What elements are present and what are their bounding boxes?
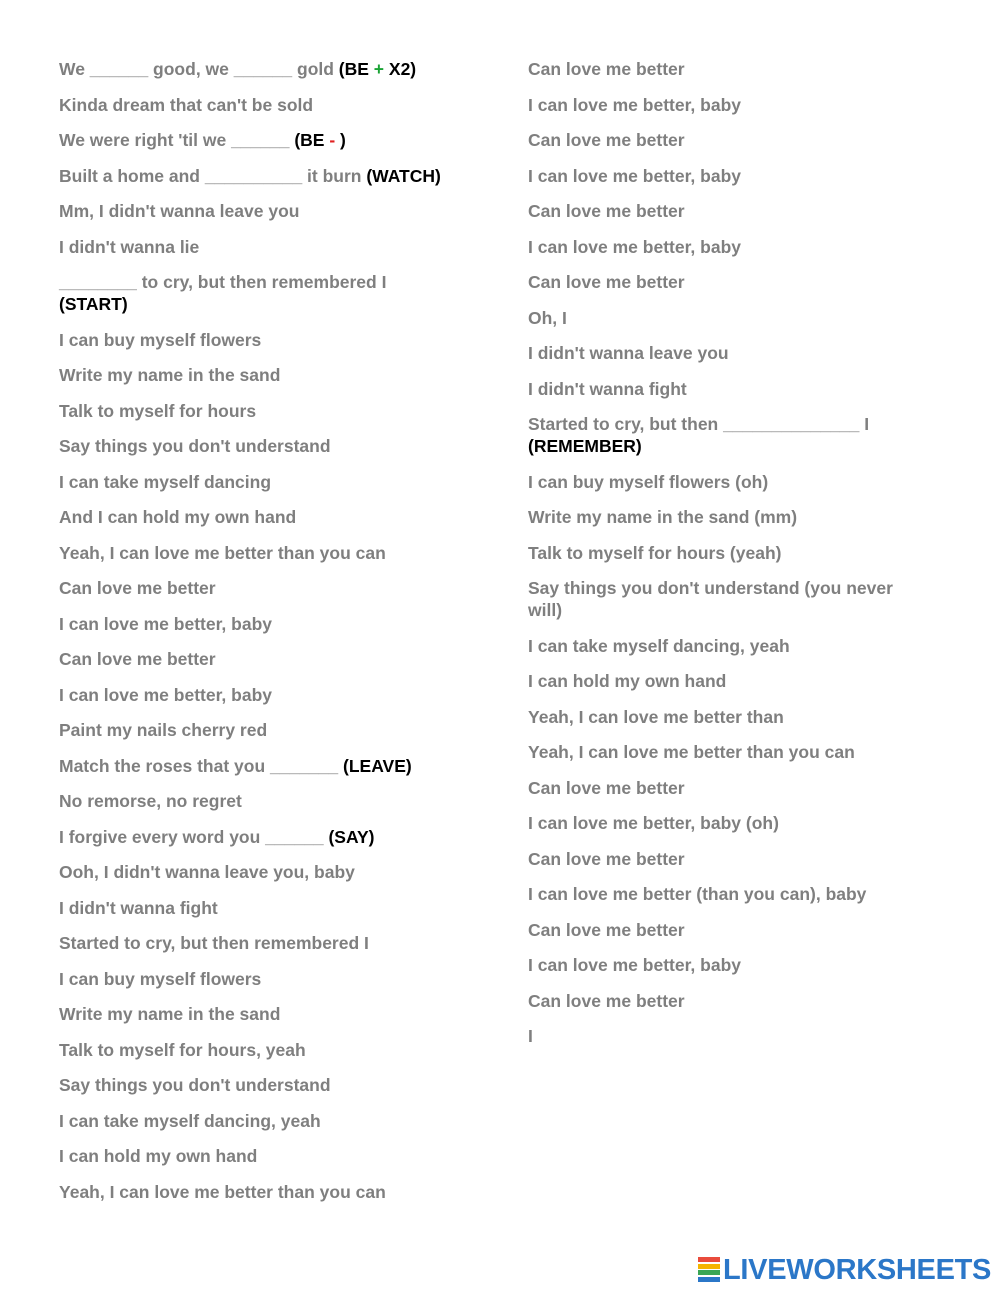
lyric-text: Yeah, I can love me better than you can [59,1181,386,1202]
lyric-line [59,826,459,848]
lyric-text: I can love me better, baby (oh) [528,813,779,833]
liveworksheets-brand[interactable] [698,1254,991,1286]
lyric-text: Say things you don't understand [59,1075,331,1095]
lyric-text: I didn't wanna fight [59,897,218,918]
lyric-line [528,378,918,400]
verb-hint: (SAY) [328,826,375,847]
lyric-line [59,435,459,457]
lyric-text: Write my name in the sand [59,1004,281,1024]
lyric-text: I can love me better, baby [59,613,272,634]
lyric-line [528,58,918,80]
lyric-line [528,812,918,834]
lyrics-column-left [59,58,459,1216]
lyric-line [528,1025,918,1047]
lyric-text: I can hold my own hand [59,1146,258,1166]
lyric-line [528,165,918,187]
verb-hint: (BE [294,130,330,150]
lyric-text: I can buy myself flowers [59,329,262,350]
lyric-text: Yeah, I can love me better than you can [528,742,855,762]
lyric-text: We were right 'til we ______ [59,130,295,150]
lyric-line [59,613,459,635]
lyric-text: Talk to myself for hours (yeah) [528,542,782,563]
affirmative-sign: + [373,59,385,79]
lyric-text: Yeah, I can love me better than you can [59,542,386,563]
lyric-line [59,129,459,151]
lyric-line [59,968,459,990]
lyric-line [59,861,459,883]
lyric-line [59,271,459,315]
lyric-text: Match the roses that you _______ [59,755,343,776]
lyric-text: Can love me better [528,201,685,221]
lyrics-column-right [528,58,918,1061]
lyric-line [59,577,459,599]
verb-hint: X2) [384,59,417,79]
lyric-line [59,165,459,187]
lyric-text: I can hold my own hand [528,671,727,691]
lyric-text: We ______ good, we ______ gold [59,59,339,79]
lyric-text: I can buy myself flowers [59,968,262,989]
lyric-text: I can take myself dancing, yeah [59,1110,321,1131]
lyric-text: Mm, I didn't wanna leave you [59,201,300,221]
verb-hint: (START) [59,294,128,314]
verb-hint: ) [335,130,346,150]
lyric-line [528,236,918,258]
lyric-line [59,329,459,351]
lyric-text: Say things you don't understand [59,436,331,456]
lyric-line [528,506,918,528]
lyric-text: Can love me better [528,272,685,292]
lyric-line [59,471,459,493]
lyric-text: I can love me better, baby [528,94,741,115]
lyric-line [59,719,459,741]
lyric-text: I can love me better (than you can), baby [528,884,867,904]
lyric-line [528,200,918,222]
lyric-text: I can love me better, baby [528,955,741,975]
lyric-text: Write my name in the sand [59,365,281,385]
lyric-text: Can love me better [528,777,685,798]
lyric-line [528,413,918,457]
lyric-line [528,342,918,364]
lyric-line [59,1181,459,1203]
lyric-line [59,236,459,258]
lyric-text: I didn't wanna lie [59,236,200,257]
lyric-line [59,1003,459,1025]
lyric-text: I [528,1026,533,1046]
lyric-line [528,919,918,941]
lyric-line [528,94,918,116]
liveworksheets-logo-icon [698,1257,720,1283]
lyric-line [59,1039,459,1061]
lyric-text: I didn't wanna leave you [528,343,729,363]
lyric-line [59,1145,459,1167]
lyric-line [59,932,459,954]
lyric-text: Kinda dream that can't be sold [59,94,314,115]
lyric-line [528,848,918,870]
lyric-text: No remorse, no regret [59,791,242,811]
lyric-line [59,58,459,80]
lyric-line [59,1110,459,1132]
lyric-line [528,990,918,1012]
lyric-text: Started to cry, but then remembered I [59,933,369,953]
brand-name: LIVEWORKSHEETS [723,1253,992,1286]
lyric-text: Paint my nails cherry red [59,720,268,740]
lyric-text: Can love me better [59,578,216,598]
lyric-line [528,883,918,905]
lyric-text: Say things you don't understand (you never will) [528,578,893,620]
lyric-line [59,684,459,706]
lyric-line [59,94,459,116]
lyric-text: Built a home and __________ it burn [59,165,367,186]
lyric-text: Can love me better [59,649,216,669]
lyric-line [59,755,459,777]
lyric-text: Talk to myself for hours [59,400,257,421]
lyric-text: I can buy myself flowers (oh) [528,471,769,492]
lyric-text: Can love me better [528,848,685,869]
lyric-line [528,129,918,151]
lyric-line [59,364,459,386]
verb-hint: (REMEMBER) [528,436,642,456]
lyric-line [528,577,918,621]
lyric-text: I can take myself dancing, yeah [528,635,790,656]
lyric-text: I can love me better, baby [528,236,741,257]
lyric-line [528,271,918,293]
lyric-text: Can love me better [528,919,685,940]
lyric-text: Oh, I [528,307,567,328]
lyric-text: I forgive every word you ______ [59,826,329,847]
lyric-text: Write my name in the sand (mm) [528,507,798,527]
lyric-text: Ooh, I didn't wanna leave you, baby [59,862,355,882]
lyric-line [528,777,918,799]
lyric-line [59,790,459,812]
lyric-text: Can love me better [528,990,685,1011]
negative-sign: - [329,130,336,150]
verb-hint: (BE [338,59,374,79]
lyric-line [528,741,918,763]
lyric-text: Can love me better [528,59,685,79]
lyric-text: I can love me better, baby [59,684,272,705]
verb-hint: (WATCH) [366,165,441,186]
lyric-line [59,542,459,564]
lyric-text: I didn't wanna fight [528,378,687,399]
lyric-text: I can take myself dancing [59,471,272,492]
lyric-line [59,1074,459,1096]
lyric-text: Started to cry, but then ______________ I [528,414,870,434]
lyric-text: I can love me better, baby [528,165,741,186]
lyric-line [59,897,459,919]
lyric-line [59,648,459,670]
verb-hint: (LEAVE) [343,755,412,776]
lyric-line [59,400,459,422]
lyric-line [528,542,918,564]
lyric-line [528,706,918,728]
lyric-line [528,471,918,493]
lyric-text: And I can hold my own hand [59,507,297,527]
lyric-text: Yeah, I can love me better than [528,706,784,727]
lyric-line [59,200,459,222]
lyric-line [59,506,459,528]
lyric-text: ________ to cry, but then remembered I [59,272,387,292]
lyric-line [528,635,918,657]
lyric-line [528,307,918,329]
lyric-line [528,954,918,976]
lyric-line [528,670,918,692]
lyric-text: Can love me better [528,130,685,150]
lyric-text: Talk to myself for hours, yeah [59,1039,306,1060]
